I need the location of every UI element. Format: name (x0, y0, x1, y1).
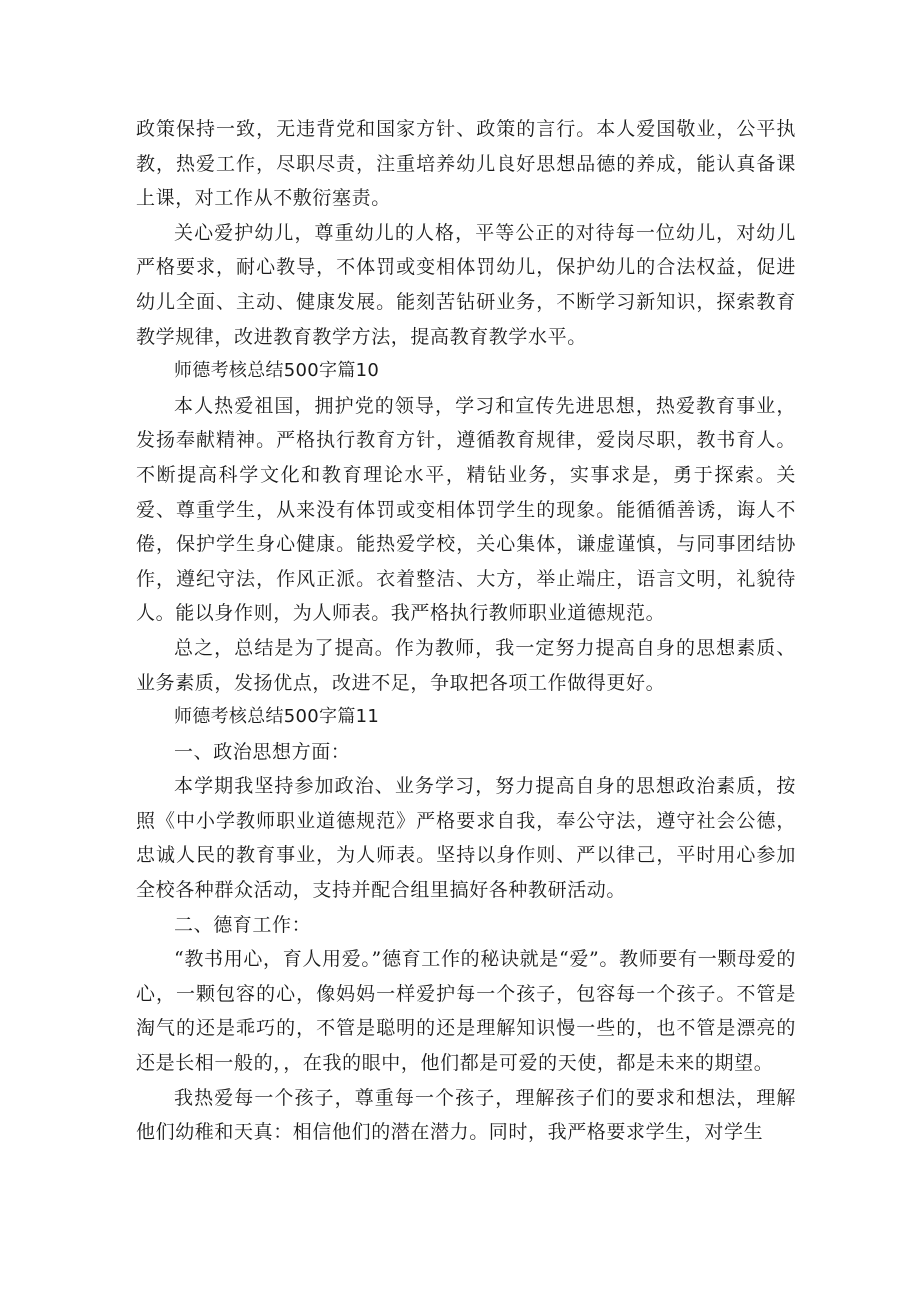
body-paragraph: 总之，总结是为了提高。作为教师，我一定努力提高自身的思想素质、业务素质，发扬优点，改进不足，争取把各项工作做得更好。 (136, 636, 796, 694)
subsection-title: 一、政治思想方面： (174, 740, 351, 763)
section-heading: 师德考核总结500字篇11 (174, 706, 380, 728)
body-paragraph: 本人热爱祖国，拥护党的领导，学习和宣传先进思想，热爱教育事业，发扬奉献精神。严格执行教育方针，遵循教育规律，爱岗尽职，教书育人。不断提高科学文化和教育理论水平，精钻业务，实事求是，勇于探索。关爱、尊重学生，从来没有体罚或变相体罚学生的现象。能循循善诱，诲人不倦，保护学生身心健康。能热爱学校，关心集体，谦虚谨慎，与同事团结协作，遵纪守法，作风正派。衣着整洁、大方，举止端庄，语言文明，礼貌待人。能以身作则，为人师表。我严格执行教师职业道德规范。 (136, 394, 796, 625)
body-paragraph: 关心爱护幼儿，尊重幼儿的人格，平等公正的对待每一位幼儿，对幼儿严格要求，耐心教导，不体罚或变相体罚幼儿，保护幼儿的合法权益，促进幼儿全面、主动、健康发展。能刻苦钻研业务，不断学习新知识，探索教育教学规律，改进教育教学方法，提高教育教学水平。 (136, 221, 796, 348)
section-heading: 师德考核总结500字篇10 (174, 360, 380, 382)
body-paragraph: 我热爱每一个孩子，尊重每一个孩子，理解孩子们的要求和想法，理解他们幼稚和天真：相信他们的潜在潜力。同时，我严格要求学生，对学生 (136, 1086, 796, 1144)
body-paragraph: “教书用心，育人用爱。”德育工作的秘诀就是“爱”。教师要有一颗母爱的心，一颗包容的心，像妈妈一样爱护每一个孩子，包容每一个孩子。不管是淘气的还是乖巧的，不管是聪明的还是理解知识慢一些的，也不管是漂亮的还是长相一般的，，在我的眼中，他们都是可爱的天使，都是未来的期望。 (136, 948, 796, 1075)
subsection-title: 二、德育工作： (174, 913, 312, 936)
body-paragraph: 政策保持一致，无违背党和国家方针、政策的言行。本人爱国敬业，公平执教，热爱工作，尽职尽责，注重培养幼儿良好思想品德的养成，能认真备课上课，对工作从不敷衍塞责。 (136, 118, 796, 210)
body-paragraph: 本学期我坚持参加政治、业务学习，努力提高自身的思想政治素质，按照《中小学教师职业道德规范》严格要求自我，奉公守法，遵守社会公德，忠诚人民的教育事业，为人师表。坚持以身作则、严以律己，平时用心参加全校各种群众活动，支持并配合组里搞好各种教研活动。 (136, 775, 796, 902)
